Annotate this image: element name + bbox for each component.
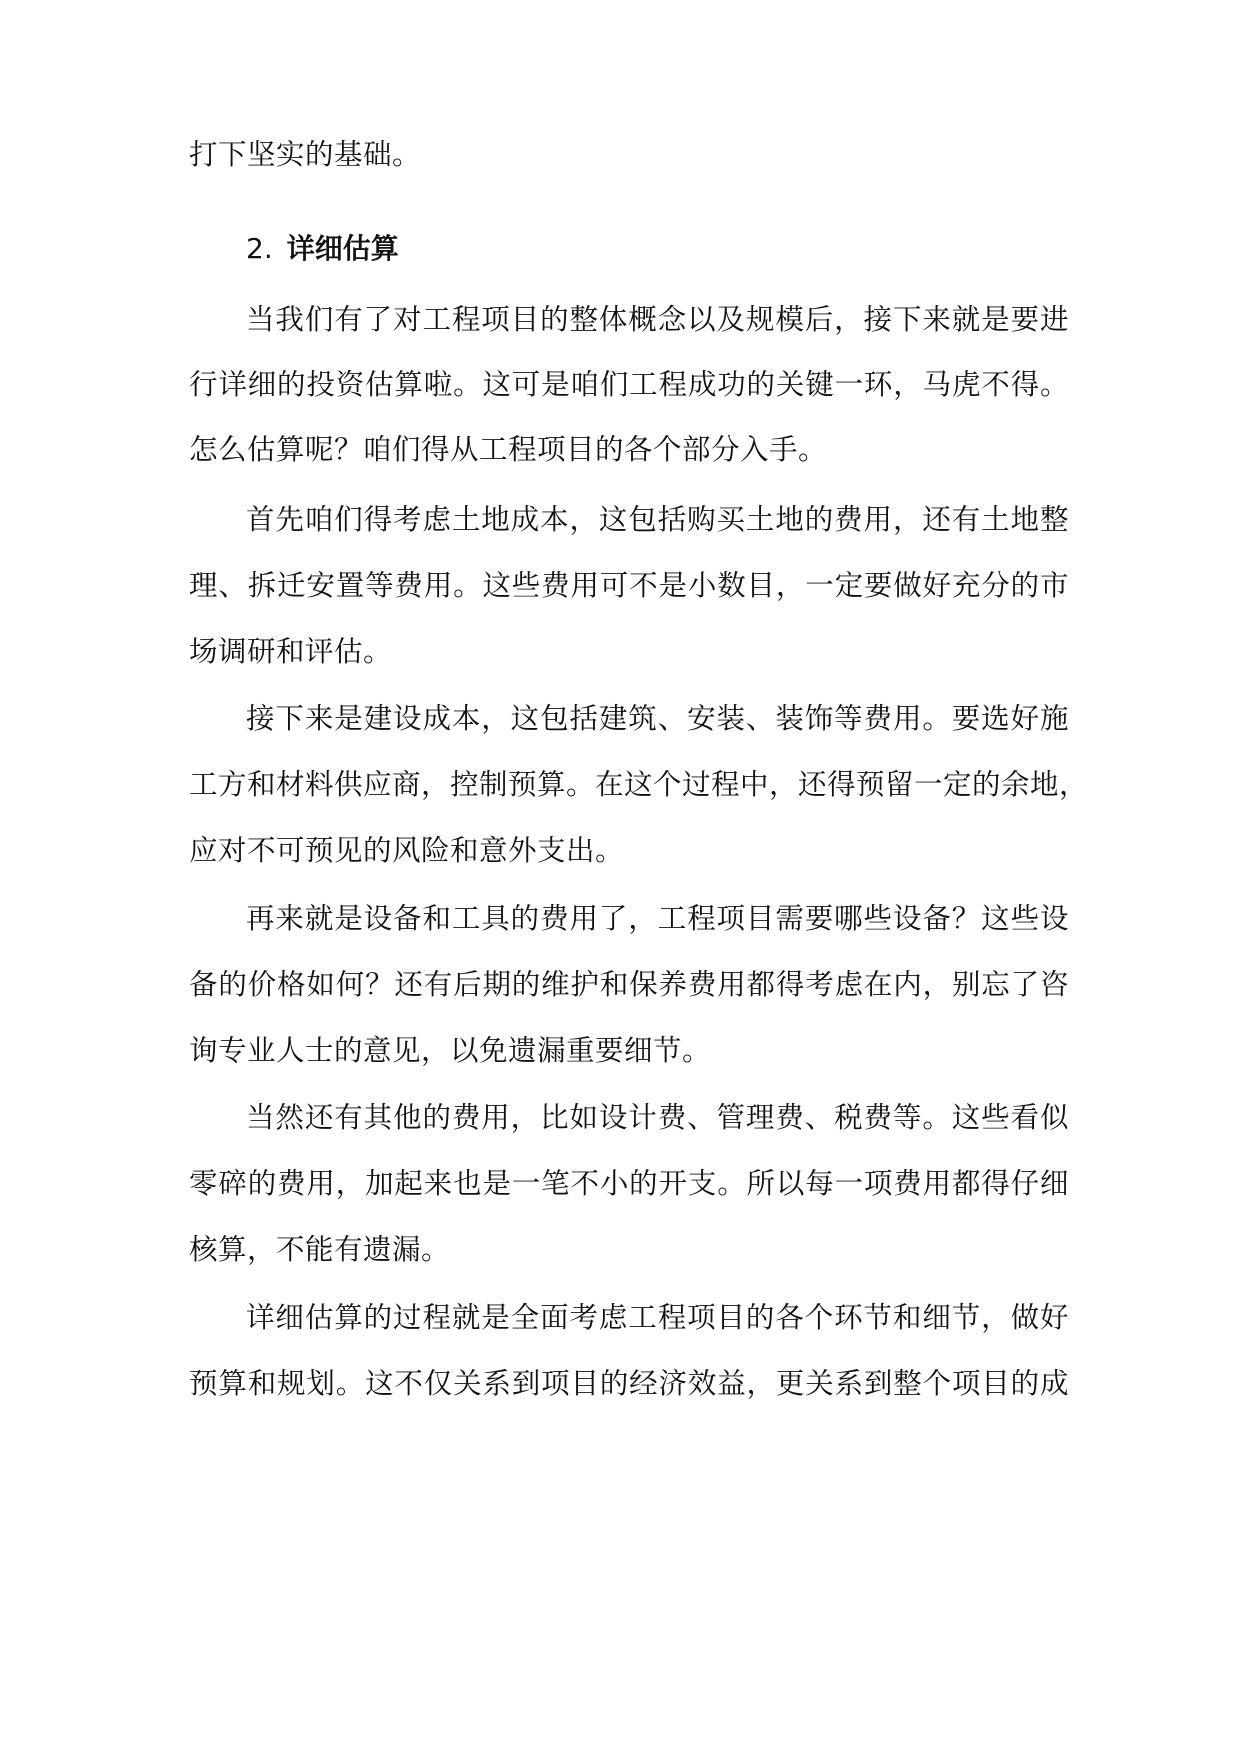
- opening-line: 打下坚实的基础。: [189, 138, 422, 171]
- paragraph-3-line-3: 应对不可预见的风险和意外支出。: [189, 834, 625, 867]
- paragraph-6-line-2: 预算和规划。这不仅关系到项目的经济效益，更关系到整个项目的成: [189, 1367, 1069, 1400]
- paragraph-4-line-3: 询专业人士的意见，以免遗漏重要细节。: [189, 1034, 712, 1067]
- paragraph-5-line-1: 当然还有其他的费用，比如设计费、管理费、税费等。这些看似: [246, 1101, 1069, 1134]
- paragraph-3-line-1: 接下来是建设成本，这包括建筑、安装、装饰等费用。要选好施: [246, 702, 1069, 735]
- paragraph-2-line-3: 场调研和评估。: [189, 635, 393, 668]
- paragraph-4-line-2: 备的价格如何？还有后期的维护和保养费用都得考虑在内，别忘了咨: [189, 968, 1069, 1001]
- paragraph-3-line-2: 工方和材料供应商，控制预算。在这个过程中，还得预留一定的余地，: [189, 768, 1089, 801]
- paragraph-2-line-1: 首先咱们得考虑土地成本，这包括购买土地的费用，还有土地整: [246, 503, 1069, 536]
- paragraph-6-line-1: 详细估算的过程就是全面考虑工程项目的各个环节和细节，做好: [246, 1301, 1069, 1334]
- paragraph-2-line-2: 理、拆迁安置等费用。这些费用可不是小数目，一定要做好充分的市: [189, 569, 1069, 602]
- paragraph-4-line-1: 再来就是设备和工具的费用了，工程项目需要哪些设备？这些设: [246, 902, 1069, 935]
- paragraph-1-line-1: 当我们有了对工程项目的整体概念以及规模后，接下来就是要进: [246, 303, 1069, 336]
- section-number: 2.: [246, 232, 273, 265]
- paragraph-1-line-2: 行详细的投资估算啦。这可是咱们工程成功的关键一环，马虎不得。: [189, 368, 1069, 401]
- section-heading: [246, 229, 399, 269]
- paragraph-5-line-2: 零碎的费用，加起来也是一笔不小的开支。所以每一项费用都得仔细: [189, 1167, 1069, 1200]
- paragraph-1-line-3: 怎么估算呢？咱们得从工程项目的各个部分入手。: [189, 433, 828, 466]
- section-title: 详细估算: [286, 232, 399, 265]
- paragraph-5-line-3: 核算，不能有遗漏。: [189, 1233, 451, 1266]
